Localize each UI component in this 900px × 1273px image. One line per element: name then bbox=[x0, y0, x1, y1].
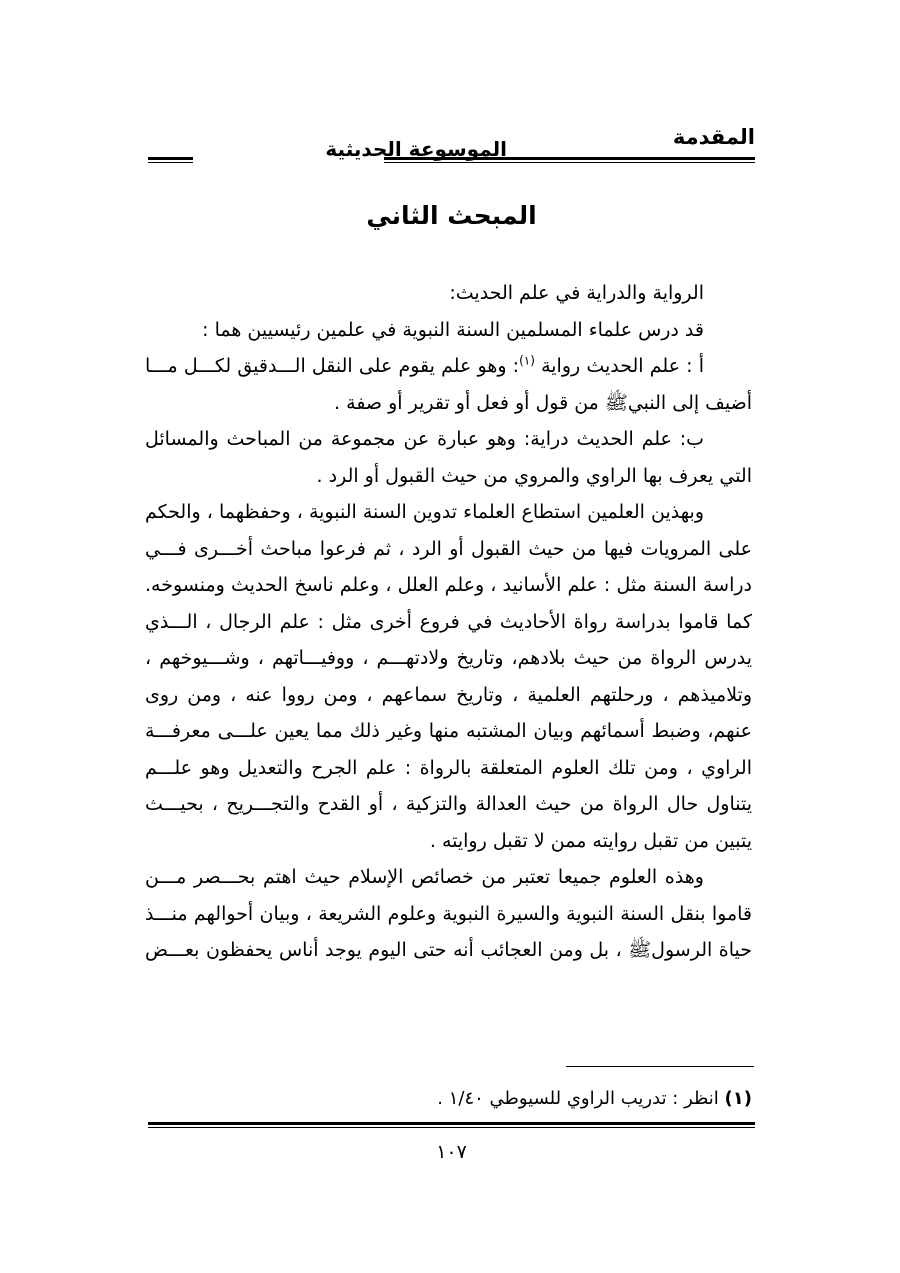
body-line: ب: علم الحديث دراية: وهو عبارة عن مجموعة من المباحث والمسائل bbox=[145, 428, 704, 450]
footnote-marker: (١) bbox=[724, 1088, 752, 1109]
body-line: يتناول حال الرواة من حيث العدالة والتزكية ، أو القدح والتجـــريح ، بحيـــث bbox=[145, 793, 752, 815]
footnote bbox=[145, 1084, 752, 1114]
footnote-ref: (١) bbox=[519, 353, 535, 368]
body-line-part: : وهو علم يقوم على النقل الـــدقيق لكـــل مـــا bbox=[145, 355, 520, 377]
body-line: وبهذين العلمين استطاع العلماء تدوين السنة النبوية ، وحفظهما ، والحكم bbox=[145, 501, 704, 523]
body-line: على المرويات فيها من حيث القبول أو الرد ، ثم فرعوا مباحث أخـــرى فـــي bbox=[145, 537, 752, 560]
body-text bbox=[145, 275, 752, 969]
body-line-part: أ : علم الحديث رواية bbox=[541, 355, 704, 377]
body-line: التي يعرف بها الراوي والمروي من حيث القبول أو الرد . bbox=[316, 464, 752, 487]
chapter-title: المبحث الثاني bbox=[366, 201, 537, 230]
running-header bbox=[148, 122, 755, 172]
body-line: كما قاموا بدراسة رواة الأحاديث في فروع أخرى مثل : علم الرجال ، الـــذي bbox=[145, 610, 752, 633]
body-line: يتبين من تقبل روايته ممن لا تقبل روايته . bbox=[429, 829, 752, 852]
body-line: وهذه العلوم جميعا تعتبر من خصائص الإسلام حيث اهتم بحـــصر مـــن bbox=[145, 866, 704, 888]
body-line bbox=[145, 348, 752, 385]
page-number: ١٠٧ bbox=[436, 1141, 467, 1163]
body-line: دراسة السنة مثل : علم الأسانيد ، وعلم العلل ، وعلم ناسخ الحديث ومنسوخه. bbox=[145, 574, 752, 596]
body-line: أضيف إلى النبيﷺ من قول أو فعل أو تقرير أو صفة . bbox=[334, 391, 752, 414]
body-line: قد درس علماء المسلمين السنة النبوية في علمين رئيسيين هما : bbox=[202, 318, 704, 341]
footnote-text: انظر : تدريب الراوي للسيوطي ١/٤٠ . bbox=[437, 1088, 719, 1109]
footnote-separator bbox=[566, 1066, 754, 1067]
body-line: قاموا بنقل السنة النبوية والسيرة النبوية وعلوم الشريعة ، وبيان أحوالهم منـــذ bbox=[145, 902, 752, 925]
header-rule-left bbox=[148, 157, 193, 163]
footer-rule bbox=[148, 1122, 755, 1128]
header-book-title: الموسوعة الحديثية bbox=[325, 137, 507, 161]
header-section-title: المقدمة bbox=[672, 125, 755, 149]
body-line: عنهم، وضبط أسمائهم وبيان المشتبه منها وغير ذلك مما يعين علـــى معرفـــة bbox=[145, 720, 752, 742]
body-line: وتلاميذهم ، ورحلتهم العلمية ، وتاريخ سماعهم ، ومن رووا عنه ، ومن روى bbox=[145, 683, 752, 706]
body-line: يدرس الرواة من حيث بلادهم، وتاريخ ولادتهـــم ، ووفيـــاتهم ، وشـــيوخهم ، bbox=[145, 647, 752, 669]
body-line: الراوي ، ومن تلك العلوم المتعلقة بالرواة : علم الجرح والتعديل وهو علـــم bbox=[145, 756, 752, 779]
body-line: حياة الرسولﷺ ، بل ومن العجائب أنه حتى اليوم يوجد أناس يحفظون بعـــض bbox=[145, 939, 752, 961]
subheading-line: الرواية والدراية في علم الحديث: bbox=[449, 282, 704, 304]
